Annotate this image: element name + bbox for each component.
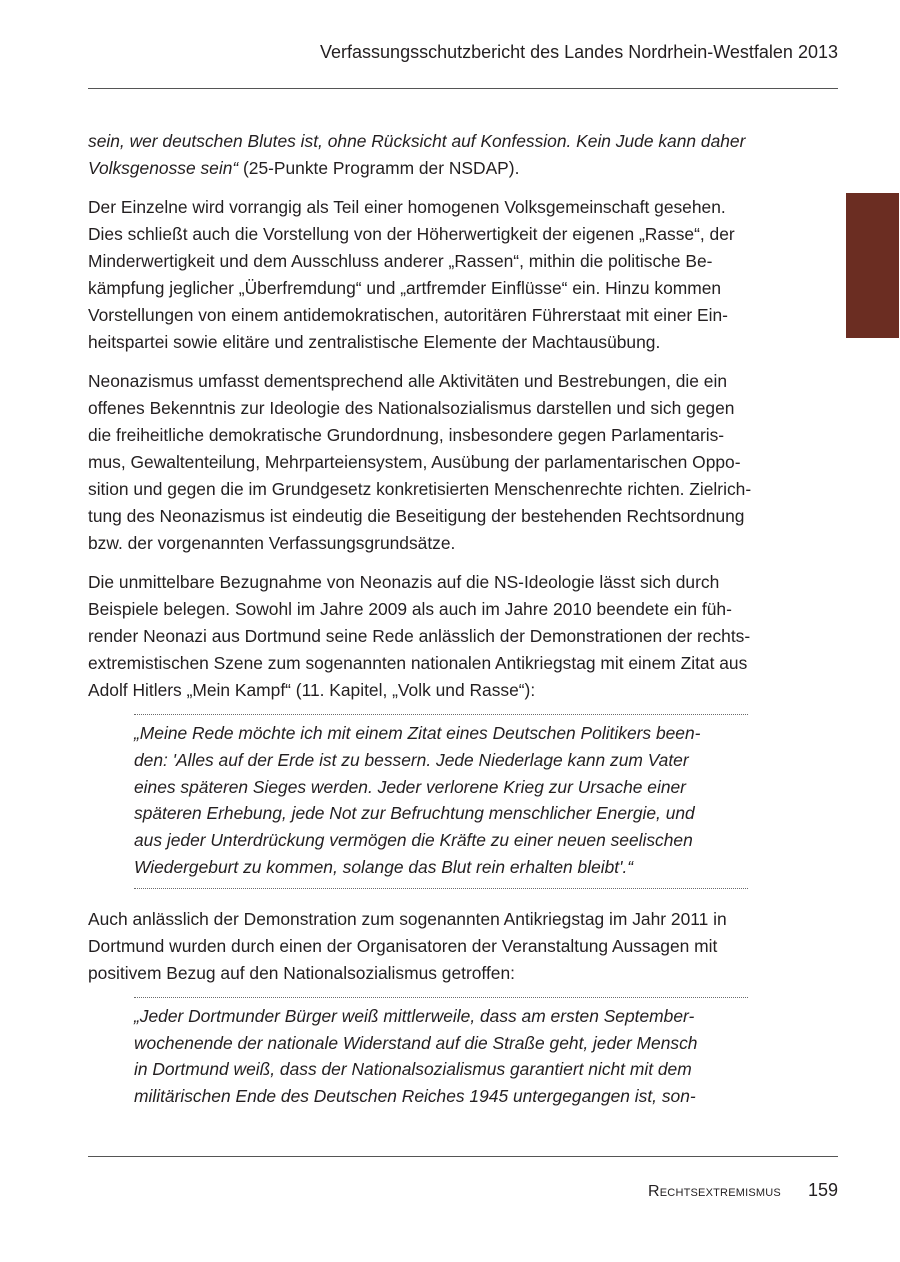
quote-line: den: 'Alles auf der Erde ist zu bessern. Jede Niederlage kann zum Vater xyxy=(134,749,689,770)
text-line: extremistischen Szene zum sogenannten nationalen Antikriegstag mit einem Zitat aus xyxy=(88,653,748,673)
text-line: offenes Bekenntnis zur Ideologie des Nationalsozialismus darstellen und sich gegen xyxy=(88,398,735,418)
blockquote-dortmund xyxy=(134,997,748,1117)
quote-line: aus jeder Unterdrückung vermögen die Kräfte zu einer neuen seelischen xyxy=(134,830,693,851)
section-name: Rechtsextremismus xyxy=(648,1183,781,1200)
header-rule xyxy=(88,88,838,89)
quote-line: militärischen Ende des Deutschen Reiches 1945 untergegangen ist, son- xyxy=(134,1086,696,1107)
quote-line: eines späteren Sieges werden. Jeder verlorene Krieg zur Ursache einer xyxy=(134,776,686,797)
text-line: Minderwertigkeit und dem Ausschluss anderer „Rassen“, mithin die politische Be- xyxy=(88,251,713,271)
page-number: 159 xyxy=(807,1180,838,1200)
text-line: Die unmittelbare Bezugnahme von Neonazis auf die NS-Ideologie lässt sich durch xyxy=(88,572,720,592)
text-line: Adolf Hitlers „Mein Kampf“ (11. Kapitel, „Volk und Rasse“): xyxy=(88,680,536,700)
text-line: tung des Neonazismus ist eindeutig die Beseitigung der bestehenden Rechtsordnung xyxy=(88,506,745,526)
text-line: die freiheitliche demokratische Grundordnung, insbesondere gegen Parlamentaris- xyxy=(88,425,725,445)
paragraph-neonazismus xyxy=(88,368,808,557)
quote-line: in Dortmund weiß, dass der Nationalsozialismus garantiert nicht mit dem xyxy=(134,1059,692,1080)
quoted-text: Volksgenosse sein“ xyxy=(88,158,239,178)
paragraph-volksgemeinschaft xyxy=(88,194,808,356)
page-footer xyxy=(648,1180,838,1201)
text-line: Der Einzelne wird vorrangig als Teil einer homogenen Volksgemeinschaft gesehen. xyxy=(88,197,726,217)
running-header-title: Verfassungsschutzbericht des Landes Nordrhein-Westfalen 2013 xyxy=(320,42,838,62)
text-line: sein, wer deutschen Blutes ist, ohne Rücksicht auf Konfession. Kein Jude kann daher xyxy=(88,131,746,151)
text-line: sition und gegen die im Grundgesetz konkretisierten Menschenrechte richten. Zielrich- xyxy=(88,479,752,499)
paragraph-bezugnahme xyxy=(88,569,808,704)
text-line: Vorstellungen von einem antidemokratischen, autoritären Führerstaat mit einer Ein- xyxy=(88,305,728,325)
text-line: kämpfung jeglicher „Überfremdung“ und „artfremder Einflüsse“ ein. Hinzu kommen xyxy=(88,278,722,298)
paragraph-antikriegstag-2011 xyxy=(88,906,808,987)
quote-line: wochenende der nationale Widerstand auf die Straße geht, jeder Mensch xyxy=(134,1032,698,1053)
text-line: Auch anlässlich der Demonstration zum sogenannten Antikriegstag im Jahr 2011 in xyxy=(88,908,727,929)
chapter-tab-marker xyxy=(846,193,899,338)
text-line xyxy=(88,155,808,182)
text-line: heitspartei sowie elitäre und zentralistische Elemente der Machtausübung. xyxy=(88,332,661,352)
footer-rule xyxy=(88,1156,838,1157)
text-line: positivem Bezug auf den Nationalsozialismus getroffen: xyxy=(88,962,515,983)
text-line: Dies schließt auch die Vorstellung von der Höherwertigkeit der eigenen „Rasse“, der xyxy=(88,224,735,244)
quote-line: „Meine Rede möchte ich mit einem Zitat eines Deutschen Politikers been- xyxy=(134,723,701,743)
quote-line: Wiedergeburt zu kommen, solange das Blut rein erhalten bleibt'.“ xyxy=(134,856,634,877)
text-line: mus, Gewaltenteilung, Mehrparteiensystem, Ausübung der parlamentarischen Oppo- xyxy=(88,452,741,472)
text-line: Dortmund wurden durch einen der Organisatoren der Veranstaltung Aussagen mit xyxy=(88,935,718,956)
text-line: Beispiele belegen. Sowohl im Jahre 2009 als auch im Jahre 2010 beendete ein füh- xyxy=(88,599,732,619)
blockquote-mein-kampf xyxy=(134,714,748,889)
quote-line: späteren Erhebung, jede Not zur Befruchtung menschlicher Energie, und xyxy=(134,803,695,824)
text-line: Neonazismus umfasst dementsprechend alle Aktivitäten und Bestrebungen, die ein xyxy=(88,371,728,391)
paragraph-continuation xyxy=(88,128,808,182)
text-line: render Neonazi aus Dortmund seine Rede anlässlich der Demonstrationen der rechts- xyxy=(88,626,751,646)
body-text xyxy=(88,128,808,1117)
text-line: bzw. der vorgenannten Verfassungsgrundsätze. xyxy=(88,533,456,553)
citation-text: (25-Punkte Programm der NSDAP). xyxy=(238,158,520,178)
quote-line: „Jeder Dortmunder Bürger weiß mittlerweile, dass am ersten September- xyxy=(134,1005,695,1026)
